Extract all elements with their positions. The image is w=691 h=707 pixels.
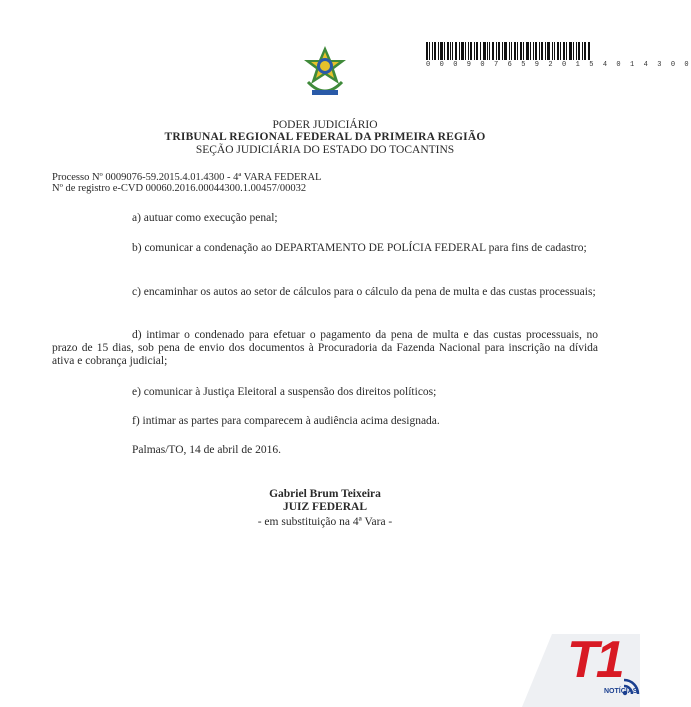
item-e: e) comunicar à Justiça Eleitoral a suspensão dos direitos políticos; <box>132 386 437 398</box>
date-line: Palmas/TO, 14 de abril de 2016. <box>132 444 281 456</box>
barcode <box>426 42 590 60</box>
item-c: c) encaminhar os autos ao setor de cálculos para o cálculo da pena de multa e das custas processuais; <box>132 286 596 298</box>
header-judiciary: PODER JUDICIÁRIO <box>272 119 378 131</box>
registry-number: Nº de registro e-CVD 00060.2016.00044300.1.00457/00032 <box>52 183 307 194</box>
signatory-title: JUIZ FEDERAL <box>282 501 368 513</box>
brazil-coat-of-arms-icon <box>298 44 352 102</box>
process-number: Processo Nº 0009076-59.2015.4.01.4300 - 4ª VARA FEDERAL <box>52 172 322 183</box>
item-b: b) comunicar a condenação ao DEPARTAMENTO DE POLÍCIA FEDERAL para fins de cadastro; <box>132 242 587 254</box>
item-a: a) autuar como execução penal; <box>132 212 278 224</box>
watermark-subtitle: NOTÍCIAS <box>604 688 638 695</box>
header-section: SEÇÃO JUDICIÁRIA DO ESTADO DO TOCANTINS <box>195 144 455 156</box>
header-court: TRIBUNAL REGIONAL FEDERAL DA PRIMEIRA REGIÃO <box>164 131 486 143</box>
signatory-name: Gabriel Brum Teixeira <box>269 488 381 500</box>
watermark-logo: T1 <box>567 631 622 689</box>
item-f: f) intimar as partes para comparecem à audiência acima designada. <box>132 415 440 427</box>
barcode-number: 0 0 0 9 0 7 6 5 9 2 0 1 5 4 0 1 4 3 0 0 <box>426 61 691 69</box>
signatory-note: - em substituição na 4ª Vara - <box>257 516 393 528</box>
item-d: d) intimar o condenado para efetuar o pagamento da pena de multa e das custas processuais, no prazo de 15 dias, sob pena de envio dos documentos à Procuradoria da Fazenda Nacional para inscrição na dívida ativa e cobrança judicial; <box>52 329 598 367</box>
